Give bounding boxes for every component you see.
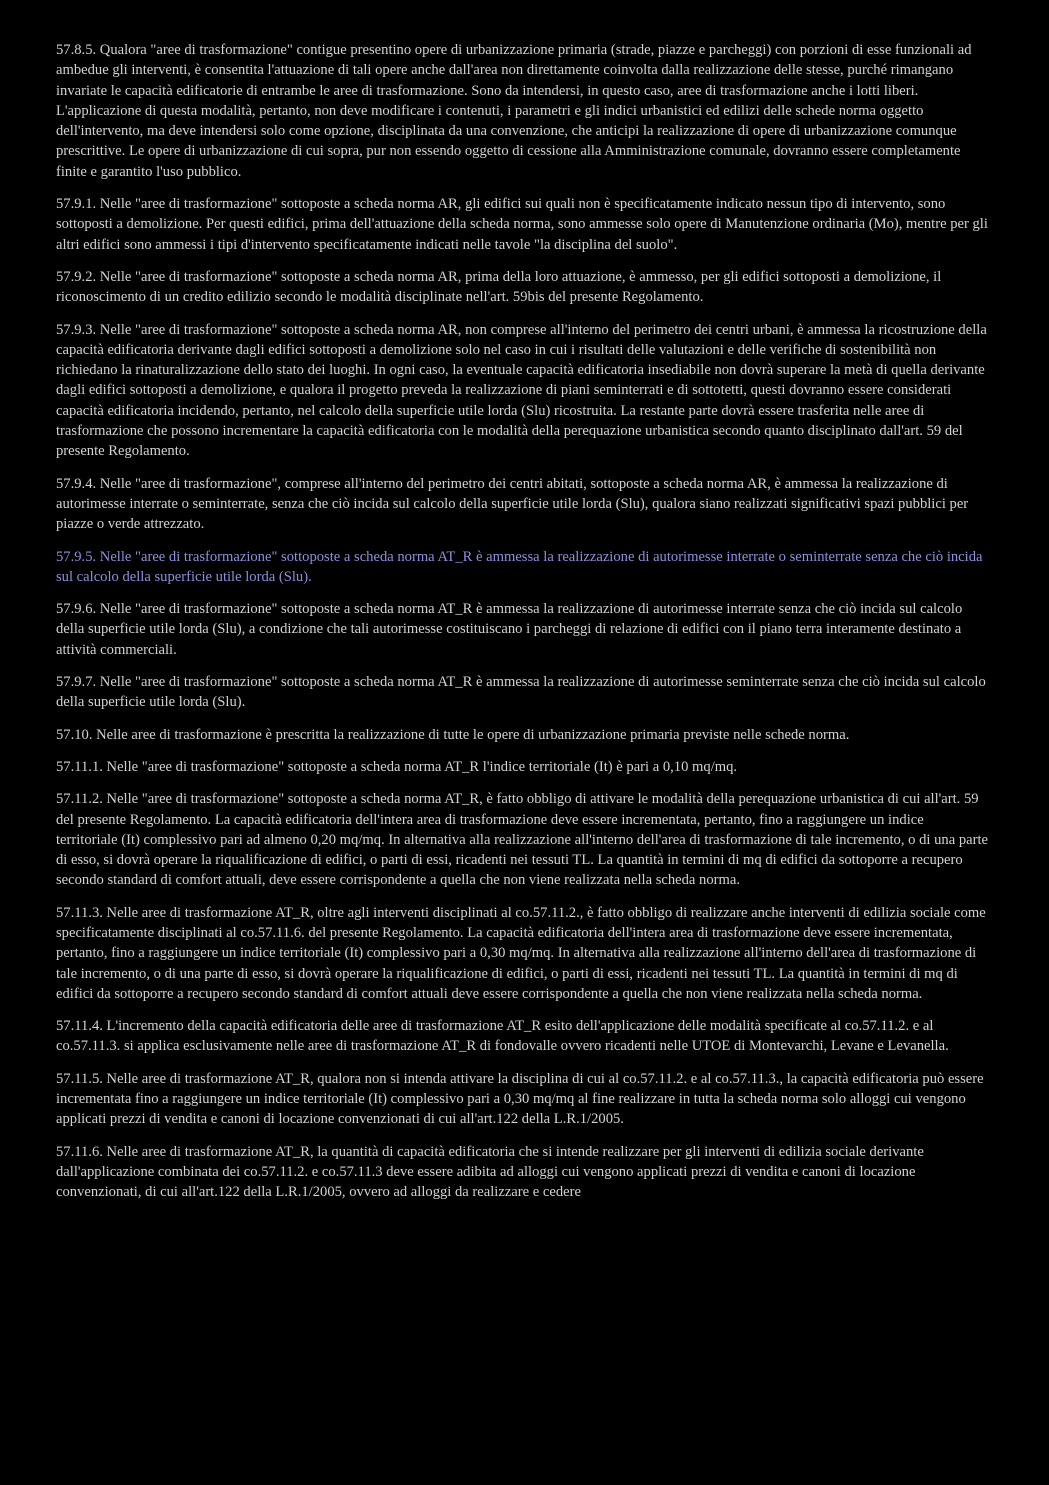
paragraph-57-8-5: 57.8.5. Qualora "aree di trasformazione" contigue presentino opere di urbanizzazione primaria (strade, piazze e parcheggi) con porzioni di esse funzionali ad ambedue gli interventi, è consentita l'attuazione di tali opere anche dall'area non direttamente coinvolta dalla realizzazione delle stesse, purché rimangano invariate le capacità edificatorie di entrambe le aree di trasformazione. Sono da intendersi, in questo caso, aree di trasformazione anche i lotti liberi. L'applicazione di questa modalità, pertanto, non deve modificare i contenuti, i parametri e gli indici urbanistici ed edilizi delle schede norma oggetto dell'intervento, ma deve intendersi solo come opzione, disciplinata da una convenzione, che anticipi la realizzazione di opere di urbanizzazione comunque prescrittive. Le opere di urbanizzazione di cui sopra, pur non essendo oggetto di cessione alla Amministrazione comunale, dovranno essere completamente finite e garantito l'uso pubblico. (56, 42, 972, 180)
paragraph-57-9-2: 57.9.2. Nelle "aree di trasformazione" sottoposte a scheda norma AR, prima della loro attuazione, è ammesso, per gli edifici sottoposti a demolizione, il riconoscimento di un credito edilizio secondo le modalità disciplinate nell'art. 59bis del presente Regolamento. (56, 268, 942, 306)
paragraph-57-9-6: 57.9.6. Nelle "aree di trasformazione" sottoposte a scheda norma AT_R è ammessa la realizzazione di autorimesse interrate senza che ciò incida sul calcolo della superficie utile lorda (Slu), a condizione che tali autorimesse costituiscano i parcheggi di relazione di edifici con il piano terra interamente destinato a attività commerciali. (56, 601, 963, 658)
paragraph-57-9-5: 57.9.5. Nelle "aree di trasformazione" sottoposte a scheda norma AT_R è ammessa la realizzazione di autorimesse interrate o seminterrate senza che ciò incida sul calcolo della superficie utile lorda (Slu). (56, 548, 983, 585)
paragraph-57-9-7: 57.9.7. Nelle "aree di trasformazione" sottoposte a scheda norma AT_R è ammessa la realizzazione di autorimesse seminterrate senza che ciò incida sul calcolo della superficie utile lorda (Slu). (56, 674, 986, 711)
paragraph-57-11-1: 57.11.1. Nelle "aree di trasformazione" sottoposte a scheda norma AT_R l'indice territoriale (It) è pari a 0,10 mq/mq. (56, 758, 738, 775)
document-page (56, 40, 988, 1215)
paragraph-57-11-4: 57.11.4. L'incremento della capacità edificatoria delle aree di trasformazione AT_R esito dell'applicazione delle modalità specificate al co.57.11.2. e al co.57.11.3. si applica esclusivamente nelle aree di trasformazione AT_R di fondovalle ovvero ricadenti nelle UTOE di Montevarchi, Levane e Levanella. (56, 1018, 949, 1055)
paragraph-57-11-3: 57.11.3. Nelle aree di trasformazione AT_R, oltre agli interventi disciplinati al co.57.11.2., è fatto obbligo di realizzare anche interventi di edilizia sociale come specificatamente disciplinati al co.57.11.6. del presente Regolamento. La capacità edificatoria dell'intera area di trasformazione deve essere incrementata, pertanto, fino a raggiungere un indice territoriale (It) complessivo pari a 0,30 mq/mq. In alternativa alla realizzazione all'interno dell'area di trasformazione di tale incremento, o di una parte di esso, si dovrà operare la riqualificazione di edifici, o parti di essi, ricadenti nei tessuti TL. La quantità in termini di mq di edifici da sottoporre a recupero secondo standard di comfort attuali deve essere corrispondente a quella che non viene realizzata nella scheda norma. (56, 904, 986, 1002)
paragraph-57-10: 57.10. Nelle aree di trasformazione è prescritta la realizzazione di tutte le opere di urbanizzazione primaria previste nelle schede norma. (56, 726, 850, 743)
paragraph-57-9-4: 57.9.4. Nelle "aree di trasformazione", comprese all'interno del perimetro dei centri abitati, sottoposte a scheda norma AR, è ammessa la realizzazione di autorimesse interrate o seminterrate, senza che ciò incida sul calcolo della superficie utile lorda (Slu), qualora siano realizzati significativi spazi pubblici per piazze o verde attrezzato. (56, 475, 969, 533)
paragraph-57-11-5: 57.11.5. Nelle aree di trasformazione AT_R, qualora non si intenda attivare la disciplina di cui al co.57.11.2. e al co.57.11.3., la capacità edificatoria può essere incrementata fino a raggiungere un indice territoriale (It) complessivo pari a 0,30 mq/mq al fine realizzare in tutta la scheda norma solo alloggi cui vengono applicati prezzi di vendita e canoni di locazione convenzionati di cui all'art.122 della L.R.1/2005. (56, 1070, 984, 1128)
paragraph-57-9-3: 57.9.3. Nelle "aree di trasformazione" sottoposte a scheda norma AR, non comprese all'interno del perimetro dei centri urbani, è ammessa la ricostruzione della capacità edificatoria derivante dagli edifici sottoposti a demolizione solo nel caso in cui i risultati delle valutazioni e delle verifiche di sostenibilità non richiedano la rinaturalizzazione dello stato dei luoghi. In ogni caso, la eventuale capacità edificatoria insediabile non dovrà superare la metà di quella derivante dagli edifici sottoposti a demolizione, e qualora il progetto preveda la realizzazione di piani seminterrati e di sottotetti, questi dovranno essere considerati capacità edificatoria incidendo, pertanto, nel calcolo della superficie utile lorda (Slu) ricostruita. La restante parte dovrà essere trasferita nelle aree di trasformazione che possono incrementare la capacità edificatoria con le modalità della perequazione urbanistica secondo quanto disciplinato dall'art. 59 del presente Regolamento. (56, 321, 987, 460)
paragraph-57-11-6: 57.11.6. Nelle aree di trasformazione AT_R, la quantità di capacità edificatoria che si intende realizzare per gli interventi di edilizia sociale derivante dall'applicazione combinata dei co.57.11.2. e co.57.11.3 deve essere adibita ad alloggi cui vengono applicati prezzi di vendita e canoni di locazione convenzionati, di cui all'art.122 della L.R.1/2005, ovvero ad alloggi da realizzare e cedere (56, 1143, 924, 1201)
paragraph-57-9-1: 57.9.1. Nelle "aree di trasformazione" sottoposte a scheda norma AR, gli edifici sui quali non è specificatamente indicato nessun tipo di intervento, sono sottoposti a demolizione. Per questi edifici, prima dell'attuazione della scheda norma, sono ammesse solo opere di Manutenzione ordinaria (Mo), mentre per gli altri edifici sono ammessi i tipi d'intervento specificatamente indicati nelle tavole "la disciplina del suolo". (56, 196, 988, 253)
paragraph-57-11-2: 57.11.2. Nelle "aree di trasformazione" sottoposte a scheda norma AT_R, è fatto obbligo di attivare le modalità della perequazione urbanistica di cui all'art. 59 del presente Regolamento. La capacità edificatoria dell'intera area di trasformazione deve essere incrementata, pertanto, fino a raggiungere un indice territoriale (It) complessivo pari ad almeno 0,20 mq/mq. In alternativa alla realizzazione all'interno dell'area di trasformazione di tale incremento, o di una parte di esso, si dovrà operare la riqualificazione di edifici, o parti di essi, ricadenti nei tessuti TL. La quantità in termini di mq di edifici da sottoporre a recupero secondo standard di comfort attuali, deve essere corrispondente a quella che non viene realizzata nella scheda norma. (56, 791, 988, 889)
